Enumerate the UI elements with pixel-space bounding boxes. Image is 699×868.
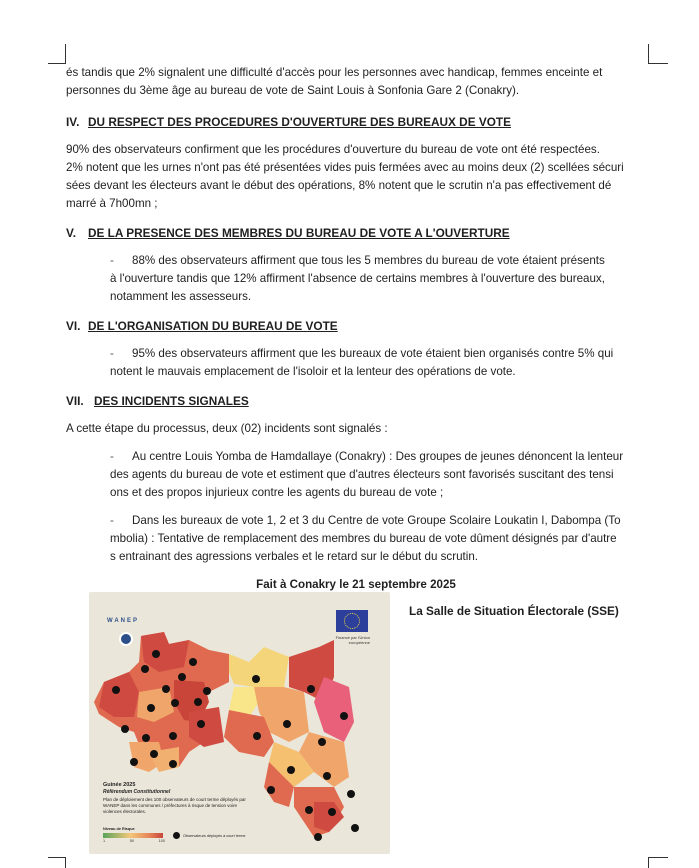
crop-mark-top-left bbox=[48, 44, 66, 64]
section-title: DE LA PRESENCE DES MEMBRES DU BUREAU DE VOTE A L'OUVERTURE bbox=[88, 226, 510, 240]
risk-scale-title: Niveau de Risque bbox=[103, 827, 135, 831]
wanep-logo bbox=[99, 606, 140, 640]
wanep-logo-text: WANEP bbox=[107, 618, 140, 624]
section-title: DE L'ORGANISATION DU BUREAU DE VOTE bbox=[88, 319, 338, 333]
bullet-line: Dans les bureaux de vote 1, 2 et 3 du Centre de vote Groupe Scolaire Loukatin I, Dabompa (To bbox=[132, 514, 621, 527]
section-vi-bullet bbox=[66, 345, 646, 381]
crop-mark-top-right bbox=[648, 44, 668, 64]
intro-line-2: personnes du 3ème âge au bureau de vote de Saint Louis à Sonfonia Gare 2 (Conakry). bbox=[66, 84, 520, 97]
intro-line-1: és tandis que 2% signalent une difficulté d'accès pour les personnes avec handicap, femmes enceinte et bbox=[66, 66, 603, 79]
signatory-name: La Salle de Situation Électorale (SSE) bbox=[409, 604, 619, 618]
bullet-line: notent le mauvais emplacement de l'isoloir et la lenteur des opérations de vote. bbox=[110, 365, 516, 378]
section-vii-heading bbox=[66, 392, 646, 410]
bullet-line: Au centre Louis Yomba de Hamdallaye (Conakry) : Des groupes de jeunes dénoncent la lenteur bbox=[132, 450, 624, 463]
section-title: DES INCIDENTS SIGNALES bbox=[94, 394, 249, 408]
bullet-dash: - bbox=[110, 450, 114, 463]
section-iv-line: 90% des observateurs confirment que les procédures d'ouverture du bureau de vote ont été respectées. bbox=[66, 143, 600, 156]
section-iv-line: 2% notent que les urnes n'ont pas été présentées vides puis fermées avec au moins deux (2) scellées sécuri bbox=[66, 161, 624, 174]
signature-line: Fait à Conakry le 21 septembre 2025 bbox=[256, 578, 456, 591]
section-number: VI. bbox=[66, 319, 81, 333]
bullet-line: s entrainant des agressions verbales et le retard sur le début du scrutin. bbox=[110, 550, 478, 563]
crop-mark-bottom-left bbox=[48, 857, 66, 868]
bullet-line: des agents du bureau de vote et estiment que d'autres électeurs sont favorisés suscitant des tensi bbox=[110, 468, 614, 481]
bullet-dash: - bbox=[110, 254, 114, 267]
map-title: Guinée 2025 bbox=[103, 782, 136, 788]
incident-1 bbox=[66, 448, 646, 502]
bullet-dash: - bbox=[110, 347, 114, 360]
section-iv-line: sées devant les électeurs avant le début des opérations, 8% notent que le scrutin n'a pas effectivement dé bbox=[66, 179, 612, 192]
section-number: IV. bbox=[66, 115, 80, 129]
risk-scale-ticks bbox=[103, 839, 165, 843]
section-v-bullet bbox=[66, 252, 646, 306]
bullet-line: 95% des observateurs affirment que les bureaux de vote étaient bien organisés contre 5% qui bbox=[132, 347, 614, 360]
funder-caption: Financé par l'Union européenne bbox=[335, 635, 370, 645]
map-subtitle: Référendum Constitutionnel bbox=[103, 789, 171, 795]
section-iv-line: marré à 7h00mn ; bbox=[66, 197, 158, 210]
risk-scale-bar bbox=[103, 833, 163, 838]
crop-mark-bottom-right bbox=[648, 857, 668, 868]
bullet-dash: - bbox=[110, 514, 114, 527]
bullet-line: à l'ouverture tandis que 12% affirment l'absence de certains membres à l'ouverture des bureaux, bbox=[110, 272, 605, 285]
observer-legend bbox=[173, 832, 245, 839]
section-number: V. bbox=[66, 226, 77, 240]
wanep-emblem-icon bbox=[119, 632, 133, 646]
map-description: Plan de déploiement des 100 observateurs de court terme déployés par WANEP dans les communes / préfectures à risque de tension voire violences électorales. bbox=[103, 797, 246, 814]
incident-2 bbox=[66, 512, 646, 566]
section-title: DU RESPECT DES PROCEDURES D'OUVERTURE DES BUREAUX DE VOTE bbox=[88, 115, 511, 129]
bullet-line: notamment les assesseurs. bbox=[110, 290, 252, 303]
section-number: VII. bbox=[66, 394, 84, 408]
risk-map-image bbox=[89, 592, 390, 854]
section-vi-heading bbox=[66, 317, 646, 335]
section-vii-intro: A cette étape du processus, deux (02) incidents sont signalés : bbox=[66, 422, 388, 435]
scale-tick: 50 bbox=[129, 839, 134, 843]
scale-tick: 100 bbox=[158, 839, 165, 843]
observer-legend-label: Observateurs déployés à court terme bbox=[183, 833, 246, 838]
eu-flag-icon bbox=[336, 610, 368, 632]
bullet-line: 88% des observateurs affirment que tous les 5 membres du bureau de vote étaient présents bbox=[132, 254, 605, 267]
document-body bbox=[66, 64, 646, 594]
bullet-line: ons et des propos injurieux contre les agents du bureau de vote ; bbox=[110, 486, 444, 499]
section-iv-heading bbox=[66, 113, 646, 131]
scale-tick: 1 bbox=[103, 839, 106, 843]
observer-marker-icon bbox=[173, 832, 180, 839]
section-v-heading bbox=[66, 224, 646, 242]
bullet-line: mbolia) : Tentative de remplacement des membres du bureau de vote dûment désignés par d'autre bbox=[110, 532, 617, 545]
